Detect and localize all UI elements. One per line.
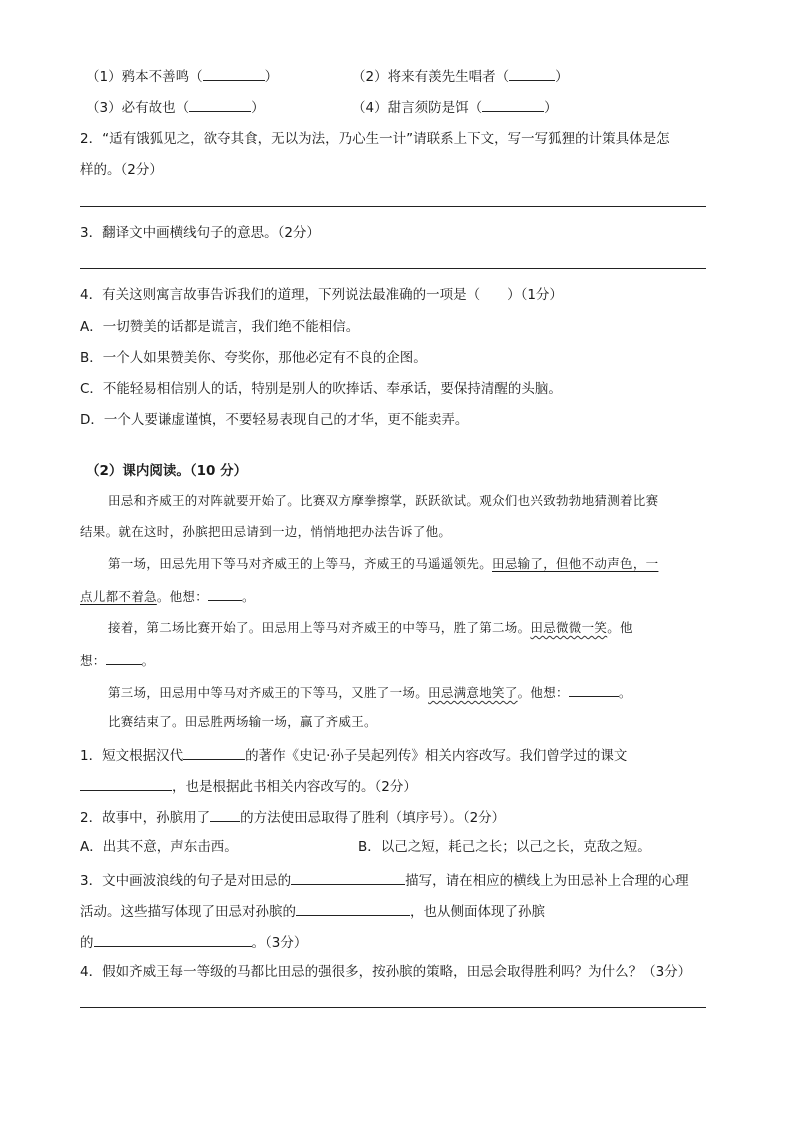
answer-blank[interactable] [94,932,252,947]
option-b[interactable]: B．一个人如果赞美你、夸奖你，那他必定有不良的企图。 [80,350,427,366]
question-3: 3．翻译文中画横线句子的意思。（2分） [80,225,320,241]
reading-q1-line1: 1．短文根据汉代 的著作《史记·孙子吴起列传》相关内容改写。我们曾学过的课文 [80,745,627,765]
answer-blank[interactable] [183,745,245,760]
q1-item-4: （4）甜言须防是饵（ ） [352,97,558,117]
question-4-stem: 4．有关这则寓言故事告诉我们的道理，下列说法最准确的一项是（ ）（1分） [80,287,563,303]
passage-p3-line2: 想： 。 [80,650,154,670]
answer-blank[interactable] [80,776,172,791]
answer-line[interactable] [80,268,706,269]
answer-blank[interactable] [203,66,265,81]
passage-p1-line1: 田忌和齐威王的对阵就要开始了。比赛双方摩拳擦掌，跃跃欲试。观众们也兴致勃勃地猜测着比赛 [108,493,659,508]
wavy-sentence: 田忌满意地笑了 [428,685,518,700]
answer-blank[interactable] [569,682,619,697]
reading-q4: 4．假如齐威王每一等级的马都比田忌的强很多，按孙膑的策略，田忌会取得胜利吗？为什么？（3分） [80,964,692,980]
answer-blank[interactable] [482,97,544,112]
passage-p5: 比赛结束了。田忌胜两场输一场，赢了齐威王。 [108,714,377,729]
answer-blank[interactable] [509,66,555,81]
passage-p2-line1: 第一场，田忌先用下等马对齐威王的上等马，齐威王的马遥遥领先。田忌输了，但他不动声色，一 [108,556,659,571]
answer-line[interactable] [80,1007,706,1008]
passage-p1-line2: 结果。就在这时，孙膑把田忌请到一边，悄悄地把办法告诉了他。 [80,524,452,539]
reading-q3-line3: 的 。（3分） [80,932,307,952]
underlined-sentence: 点儿都不着急 [80,589,157,604]
underlined-sentence: 田忌输了，但他不动声色，一 [492,556,659,571]
option-d[interactable]: D．一个人要谦虚谨慎，不要轻易表现自己的才华，更不能卖弄。 [80,412,469,428]
reading-q2-option-a[interactable]: A．出其不意，声东击西。 [80,839,238,855]
passage-p4: 第三场，田忌用中等马对齐威王的下等马，又胜了一场。田忌满意地笑了。他想： 。 [108,682,632,702]
answer-blank[interactable] [296,901,410,916]
option-c[interactable]: C．不能轻易相信别人的话，特别是别人的吹捧话、奉承话，要保持清醒的头脑。 [80,381,562,397]
q1-item-3: （3）必有故也（ ） [86,97,265,117]
reading-q1-line2: ，也是根据此书相关内容改写的。（2分） [80,776,417,796]
answer-blank[interactable] [210,807,240,822]
reading-q3-line2: 活动。这些描写体现了田忌对孙膑的 ，也从侧面体现了孙膑 [80,901,545,921]
answer-line[interactable] [80,206,706,207]
reading-q2: 2．故事中，孙膑用了 的方法使田忌取得了胜利（填序号）。（2分） [80,807,505,827]
q1-item-1: （1）鸦本不善鸣（ ） [86,66,278,86]
question-2-line-2: 样的。（2分） [80,162,163,178]
reading-q3-line1: 3．文中画波浪线的句子是对田忌的 描写，请在相应的横线上为田忌补上合理的心理 [80,870,689,890]
passage-p3-line1: 接着，第二场比赛开始了。田忌用上等马对齐威王的中等马，胜了第二场。田忌微微一笑。他 [108,620,633,635]
answer-blank[interactable] [106,650,142,665]
passage-p2-line2: 点儿都不着急。他想： 。 [80,586,255,606]
section-title: （2）课内阅读。（10 分） [86,463,248,479]
answer-blank[interactable] [208,586,242,601]
option-a[interactable]: A．一切赞美的话都是谎言，我们绝不能相信。 [80,319,360,335]
answer-blank[interactable] [291,870,405,885]
reading-q2-option-b[interactable]: B．以己之短，耗己之长；以己之长，克敌之短。 [358,839,651,855]
question-2-line-1: 2．“适有饿狐见之，欲夺其食，无以为法，乃心生一计”请联系上下文，写一写狐狸的计策具体是怎 [80,131,670,147]
q1-item-2: （2）将来有羡先生唱者（ ） [352,66,569,86]
wavy-sentence: 田忌微微一笑 [530,620,608,635]
answer-blank[interactable] [189,97,251,112]
